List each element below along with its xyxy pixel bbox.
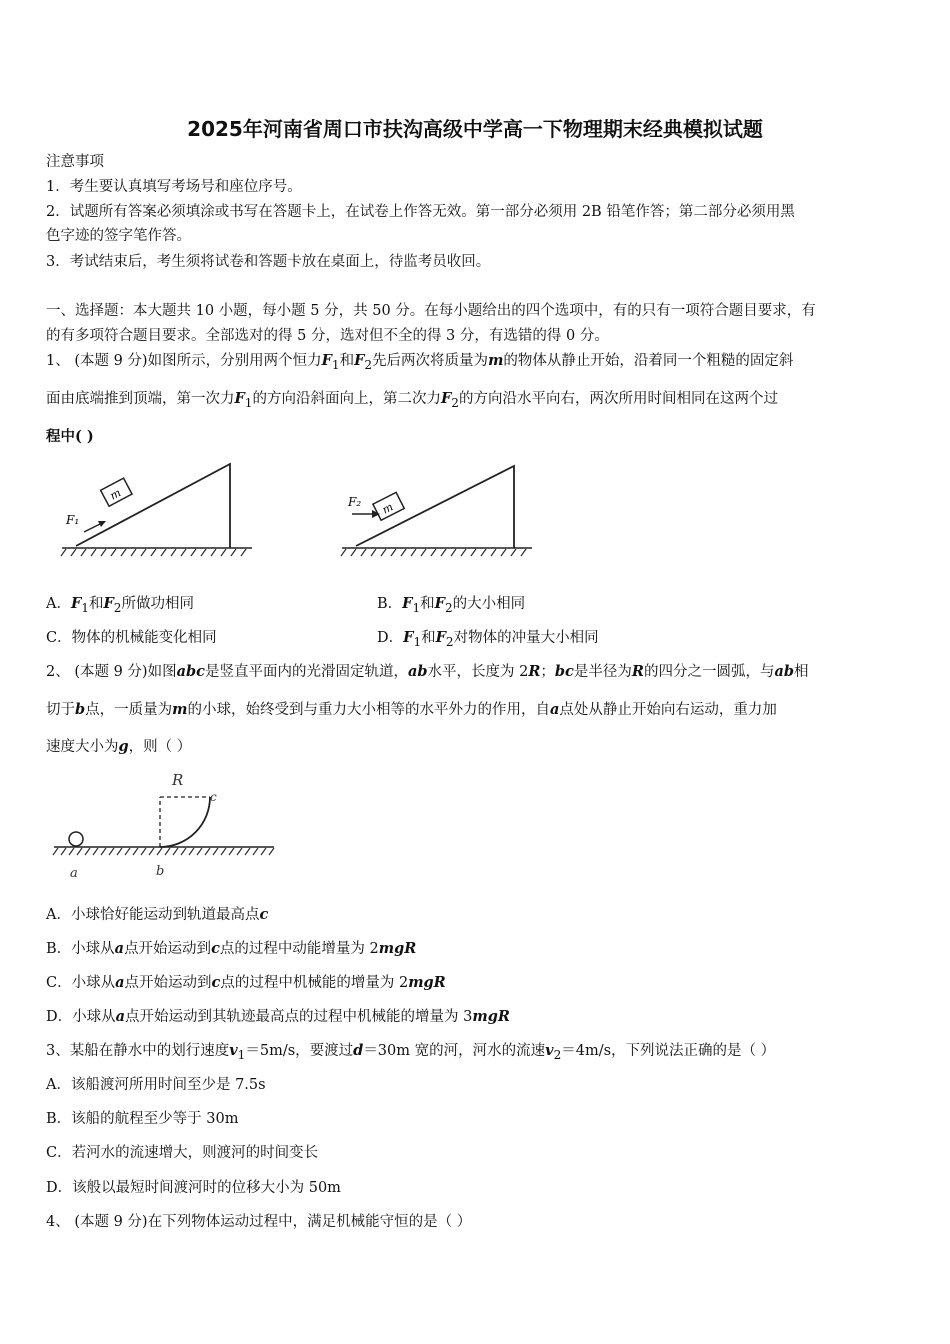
q2-fig-point-c-label: c [210, 790, 217, 804]
q2-option-b: B．小球从a点开始运动到c点的过程中动能增量为 2mgR [46, 940, 417, 957]
q2-line-1: 2、 (本题 9 分)如图abc是竖直平面内的光滑固定轨道，ab水平，长度为 2R；bc是半径为R的四分之一圆弧，与ab相 [46, 663, 809, 680]
q3-option-d: D．该般以最短时间渡河时的位移大小为 50m [46, 1180, 341, 1196]
q2-fig-point-a-label: a [70, 866, 78, 881]
q1-option-a: A．$F_1$和$F_2$所做功相同 [46, 595, 194, 615]
q3-stem: 3、某船在静水中的划行速度$v_1=5m/s$，要渡过d＝30m 宽的河，河水的流速$v_2=4m/s$，下列说法正确的是（ ） [46, 1042, 776, 1062]
q1-figure-1 [56, 460, 256, 560]
q2-fig-radius-label: R [172, 771, 184, 789]
q2-line-3: 速度大小为g，则（ ） [46, 738, 192, 755]
q3-option-c: C．若河水的流速增大，则渡河的时间变长 [46, 1145, 319, 1161]
q2-option-a: A．小球恰好能运动到轨道最高点c [46, 906, 269, 923]
notice-heading: 注意事项 [46, 154, 104, 170]
q2-option-d: D．小球从a点开始运动到其轨迹最高点的过程中机械能的增量为 3mgR [46, 1008, 510, 1025]
notice-item-1: 1．考生要认真填写考场号和座位序号。 [46, 179, 302, 195]
section-instructions-2: 的有多项符合题目要求。全部选对的得 5 分，选对但不全的得 3 分，有选错的得 0 分。 [46, 328, 609, 344]
q1-option-c: C．物体的机械能变化相同 [46, 630, 217, 646]
q2-option-c: C．小球从a点开始运动到c点的过程中机械能的增量为 2mgR [46, 974, 446, 991]
page-title: 2025年河南省周口市扶沟高级中学高一下物理期末经典模拟试题 [187, 117, 763, 141]
q1-fig2-force-label: F₂ [348, 495, 362, 509]
q3-option-a: A．该船渡河所用时间至少是 7.5s [46, 1077, 266, 1093]
notice-item-3: 3．考试结束后，考生须将试卷和答题卡放在桌面上，待监考员收回。 [46, 254, 491, 270]
q2-fig-point-b-label: b [156, 864, 165, 879]
q1-option-d: D．$F_1$和$F_2$对物体的冲量大小相同 [377, 629, 599, 649]
section-instructions-1: 一、选择题：本大题共 10 小题，每小题 5 分，共 50 分。在每小题给出的四个选项中，有的只有一项符合题目要求，有 [46, 303, 816, 319]
q1-line-2: 面由底端推到顶端，第一次力$F_1$的方向沿斜面向上，第二次力$F_2$的方向沿水平向右，两次所用时间相同在这两个过 [46, 390, 778, 410]
q1-line-1: 1、 (本题 9 分)如图所示，分别用两个恒力$F_1$和$F_2$先后两次将质量为m的物体从静止开始，沿着同一个粗糙的固定斜 [46, 352, 794, 372]
q1-fig1-mass-label: m [107, 486, 124, 503]
notice-item-2-cont: 色字迹的签字笔作答。 [46, 228, 191, 244]
q2-figure [50, 765, 280, 885]
q4-stem: 4、 (本题 9 分)在下列物体运动过程中，满足机械能守恒的是（ ） [46, 1214, 472, 1230]
q2-line-2: 切于b点，一质量为m的小球，始终受到与重力大小相等的水平外力的作用，自a点处从静止开始向右运动，重力加 [46, 701, 777, 718]
q1-fig1-force-label: F₁ [66, 513, 80, 527]
q3-option-b: B．该船的航程至少等于 30m [46, 1111, 239, 1127]
q1-option-b: B．$F_1$和$F_2$的大小相同 [377, 595, 526, 615]
q1-fig2-mass-label: m [380, 500, 396, 517]
q1-figure-2 [336, 460, 536, 560]
q1-line-3: 程中( ) [46, 428, 94, 445]
notice-item-2: 2．试题所有答案必须填涂或书写在答题卡上，在试卷上作答无效。第一部分必须用 2B 铅笔作答；第二部分必须用黑 [46, 204, 795, 220]
